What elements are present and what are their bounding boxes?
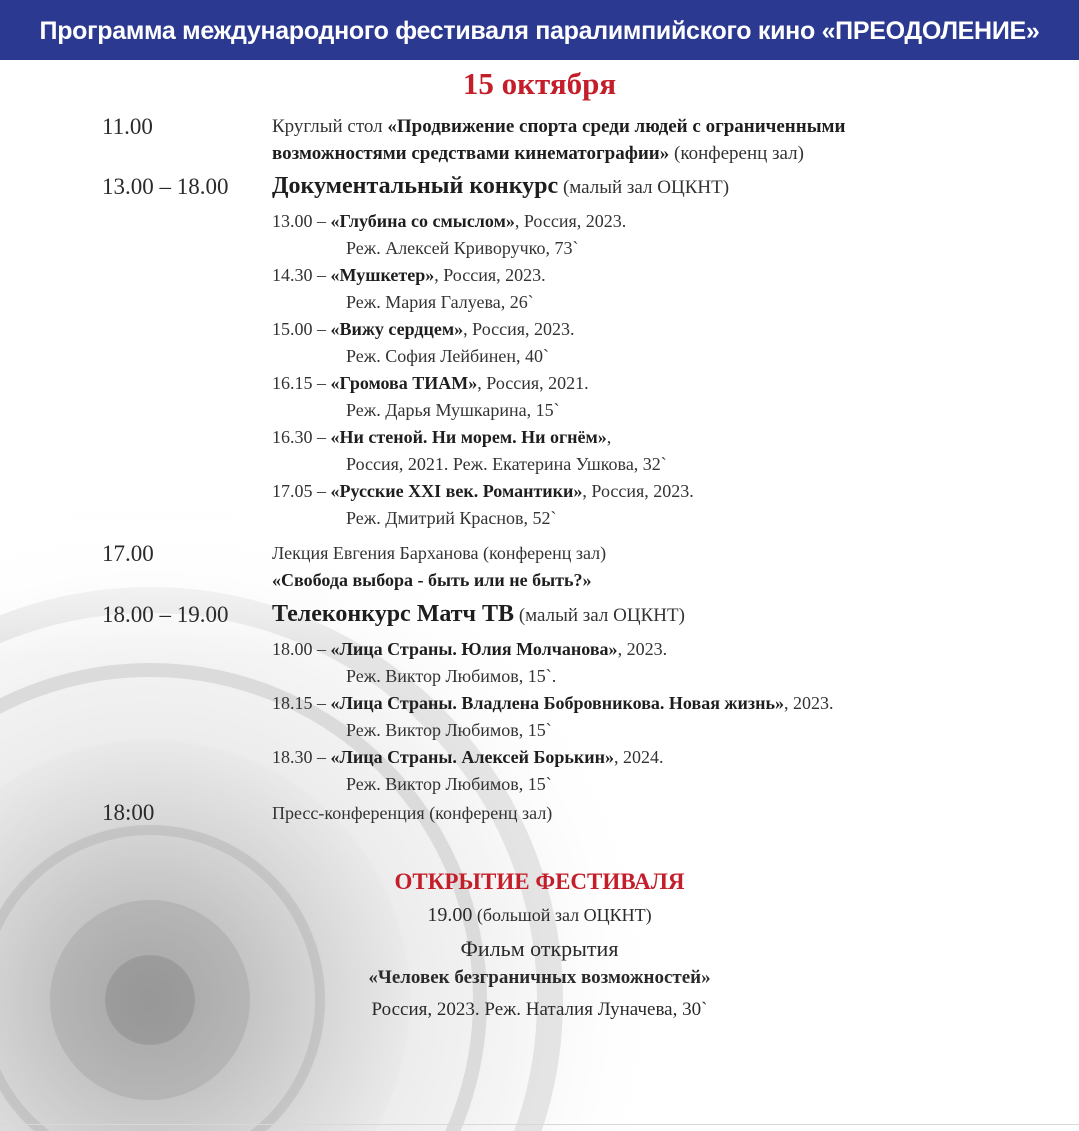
opening-time: 19.00	[427, 904, 473, 926]
round-table-title-2: возможностями средствами кинематографии»	[272, 143, 670, 164]
tv-film-2: 18.15 – «Лица Страны. Владлена Бобровникова. Новая жизнь», 2023.	[272, 693, 834, 713]
tv-film-2-director: Реж. Виктор Любимов, 15`	[346, 720, 552, 740]
tv-contest-time: 18.00 – 19.00	[102, 602, 229, 627]
page-header	[0, 0, 1079, 60]
doc-film-2: 14.30 – «Мушкетер», Россия, 2023.	[272, 265, 546, 285]
tv-film-1-director: Реж. Виктор Любимов, 15`.	[346, 666, 557, 686]
opening-film-title: «Человек безграничных возможностей»	[368, 967, 711, 988]
round-table-prefix: Круглый стол	[272, 116, 388, 137]
doc-film-1-director: Реж. Алексей Криворучко, 73`	[346, 238, 579, 258]
round-table-time: 11.00	[102, 114, 153, 139]
doc-contest-time: 13.00 – 18.00	[102, 174, 229, 199]
doc-film-4: 16.15 – «Громова ТИАМ», Россия, 2021.	[272, 373, 589, 393]
doc-film-2-director: Реж. Мария Галуева, 26`	[346, 292, 534, 312]
header-title: Программа международного фестиваля паралимпийского кино «ПРЕОДОЛЕНИЕ»	[39, 17, 1040, 45]
tv-contest-venue: (малый зал ОЦКНТ)	[514, 605, 685, 626]
tv-film-3-director: Реж. Виктор Любимов, 15`	[346, 774, 552, 794]
doc-film-3-director: Реж. София Лейбинен, 40`	[346, 346, 550, 366]
press-time: 18:00	[102, 800, 155, 825]
tv-film-1: 18.00 – «Лица Страны. Юлия Молчанова», 2023.	[272, 639, 668, 659]
doc-film-6: 17.05 – «Русские XXI век. Романтики», Россия, 2023.	[272, 481, 694, 501]
doc-contest-venue: (малый зал ОЦКНТ)	[558, 177, 730, 198]
opening-film-label: Фильм открытия	[460, 936, 619, 961]
doc-film-3: 15.00 – «Вижу сердцем», Россия, 2023.	[272, 319, 575, 339]
round-table-title-1: «Продвижение спорта среди людей с ограниченными	[387, 116, 846, 137]
round-table-line-1	[272, 116, 845, 138]
lecture-time: 17.00	[102, 541, 154, 566]
opening-time-line	[0, 904, 1079, 927]
tv-contest-title: Телеконкурс Матч ТВ	[272, 601, 515, 627]
doc-film-6-director: Реж. Дмитрий Краснов, 52`	[346, 508, 557, 528]
doc-contest-title: Документальный конкурс	[272, 173, 559, 199]
opening-venue: (большой зал ОЦКНТ)	[472, 905, 652, 925]
doc-film-5: 16.30 – «Ни стеной. Ни морем. Ни огнём»,	[272, 427, 612, 447]
program-date: 15 октября	[462, 66, 617, 101]
doc-contest-heading	[272, 173, 729, 200]
lecture-title: «Свобода выбора - быть или не быть?»	[272, 570, 592, 590]
opening-title: ОТКРЫТИЕ ФЕСТИВАЛЯ	[394, 869, 685, 894]
lecture-line: Лекция Евгения Барханова (конференц зал)	[272, 543, 607, 563]
tv-film-3: 18.30 – «Лица Страны. Алексей Борькин», 2024.	[272, 747, 664, 767]
bottom-divider	[0, 1124, 1079, 1125]
doc-film-1: 13.00 – «Глубина со смыслом», Россия, 2023.	[272, 211, 627, 231]
press-text: Пресс-конференция (конференц зал)	[272, 803, 553, 823]
round-table-line-2	[272, 143, 804, 165]
round-table-venue: (конференц зал)	[669, 143, 804, 164]
doc-film-4-director: Реж. Дарья Мушкарина, 15`	[346, 400, 560, 420]
doc-film-5-director: Россия, 2021. Реж. Екатерина Ушкова, 32`	[346, 454, 667, 474]
opening-film-info: Россия, 2023. Реж. Наталия Луначева, 30`	[371, 999, 708, 1020]
tv-contest-heading	[272, 601, 685, 628]
